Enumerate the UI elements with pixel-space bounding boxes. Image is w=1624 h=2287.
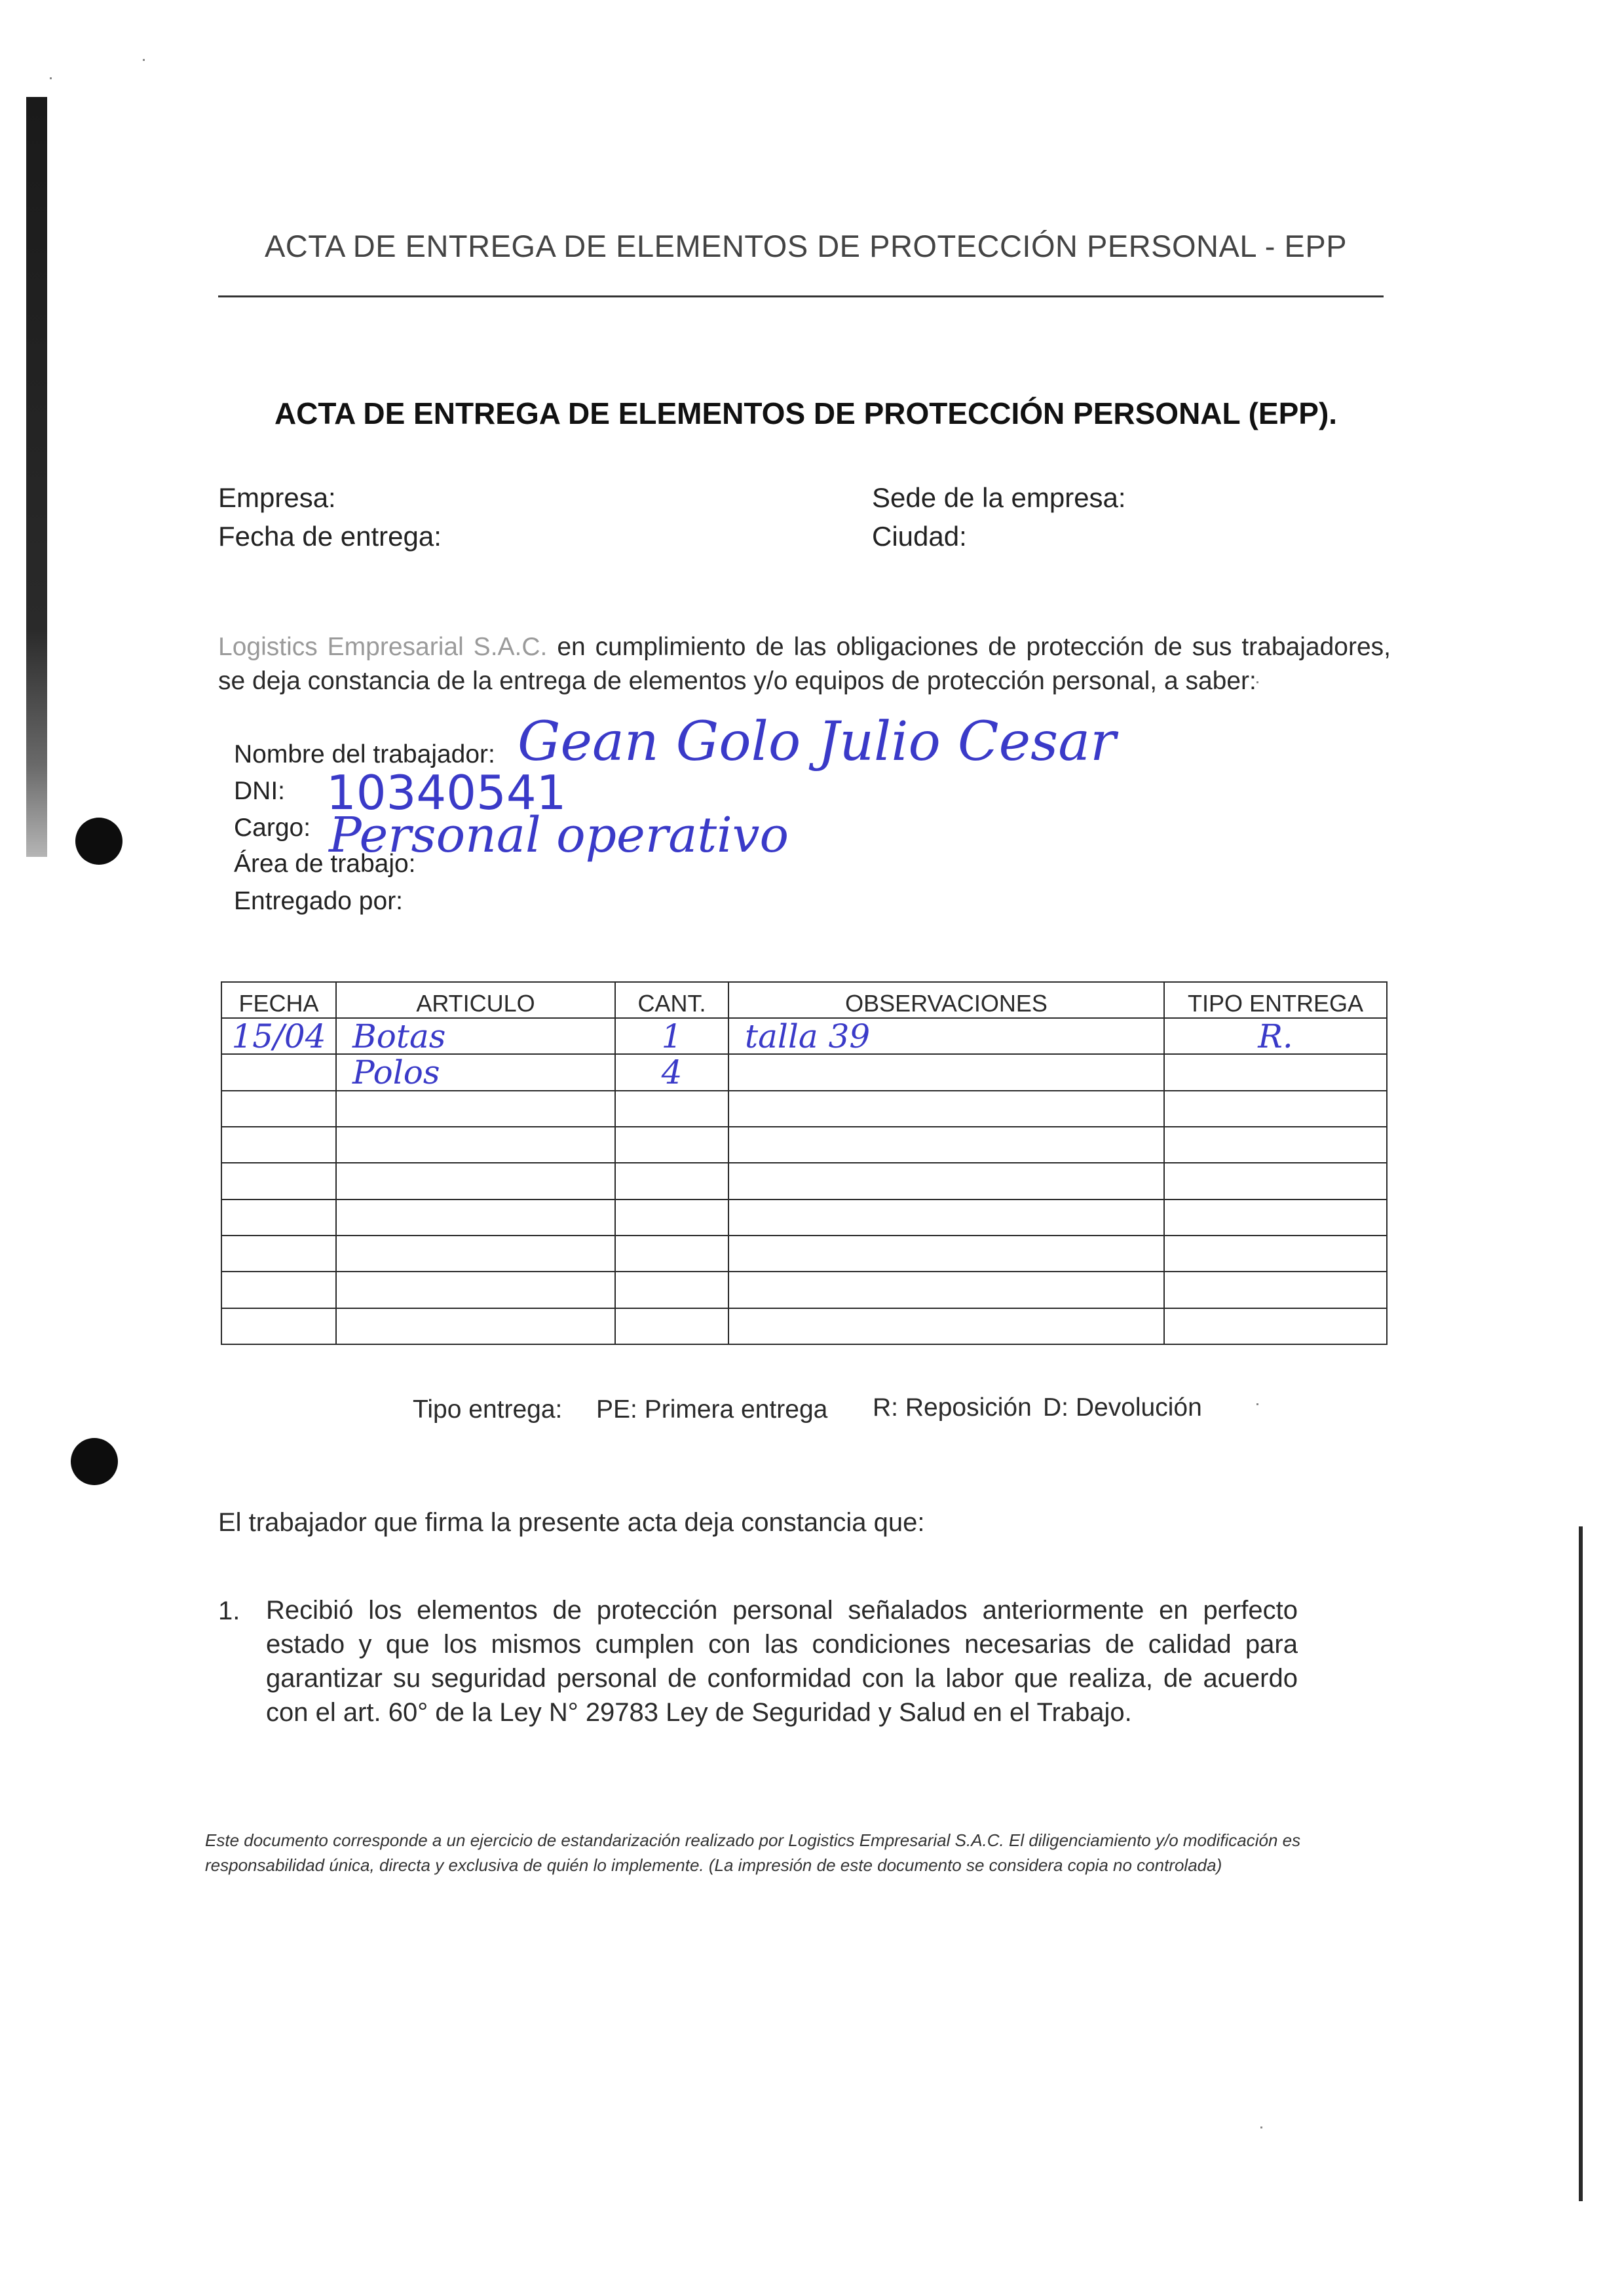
empresa-label: Empresa: — [218, 482, 336, 513]
cell-observaciones — [728, 1091, 1164, 1127]
cell-fecha — [221, 1236, 336, 1272]
nombre-handwritten: Gean Golo Julio Cesar — [518, 711, 1116, 773]
cell-observaciones — [728, 1236, 1164, 1272]
cell-tipo — [1164, 1163, 1387, 1199]
cell-tipo — [1164, 1200, 1387, 1236]
dni-label: DNI: — [234, 777, 285, 805]
item-text: Recibió los elementos de protección personal señalados anteriormente en perfecto estado y que los mismos cumplen con las condiciones necesarias de calidad para garantizar su seguridad personal de conformidad con la labor que realiza, de acuerdo con el art. 60° de la Ley N° 29783 Ley de Seguridad y Salud en el Trabajo. — [266, 1596, 1298, 1727]
cell-fecha: 15/04 — [221, 1018, 336, 1054]
table-row — [221, 1018, 1387, 1054]
cell-observaciones — [728, 1200, 1164, 1236]
cell-tipo — [1164, 1054, 1387, 1090]
legend-pe: PE: Primera entrega — [596, 1395, 828, 1424]
cell-cant — [615, 1091, 728, 1127]
cell-articulo: Botas — [336, 1018, 615, 1054]
scan-speck — [50, 77, 52, 79]
cell-fecha — [221, 1054, 336, 1090]
cell-cant — [615, 1127, 728, 1163]
cell-cant — [615, 1163, 728, 1199]
epp-delivery-table — [221, 981, 1388, 1345]
col-tipo-header: TIPO ENTREGA — [1164, 982, 1387, 1018]
legend-label: Tipo entrega: — [413, 1395, 563, 1424]
cell-observaciones: talla 39 — [728, 1018, 1164, 1054]
col-fecha-header: FECHA — [221, 982, 336, 1018]
area-label: Área de trabajo: — [234, 850, 416, 878]
table-row — [221, 1163, 1387, 1199]
cell-articulo: Polos — [336, 1054, 615, 1090]
scan-edge-shadow-left — [26, 97, 47, 857]
cell-articulo — [336, 1272, 615, 1308]
footer-disclaimer: Este documento corresponde a un ejercicio de estandarización realizado por Logistics Empresarial S.A.C. El diligenciamiento y/o modificación es responsabilidad única, directa y exclusiva de quién lo implemente. (La impresión de este documento se considera copia no controlada) — [205, 1830, 1301, 1875]
cell-fecha — [221, 1127, 336, 1163]
cell-cant — [615, 1272, 728, 1308]
cell-fecha — [221, 1200, 336, 1236]
cell-fecha — [221, 1272, 336, 1308]
col-cant-header: CANT. — [615, 982, 728, 1018]
header-divider — [218, 295, 1384, 297]
cell-articulo — [336, 1236, 615, 1272]
company-name: Logistics Empresarial S.A.C. — [218, 633, 548, 661]
cell-tipo — [1164, 1127, 1387, 1163]
entregado-label: Entregado por: — [234, 887, 404, 915]
table-row — [221, 1308, 1387, 1344]
cell-articulo — [336, 1163, 615, 1199]
cell-cant: 1 — [615, 1018, 728, 1054]
sede-label: Sede de la empresa: — [872, 482, 1126, 513]
table-row — [221, 1091, 1387, 1127]
cell-tipo: R. — [1164, 1018, 1387, 1054]
cell-fecha — [221, 1308, 336, 1344]
punch-hole-top — [75, 818, 123, 865]
cell-cant: 4 — [615, 1054, 728, 1090]
nombre-label: Nombre del trabajador: — [234, 740, 495, 768]
table-row — [221, 1200, 1387, 1236]
scan-speck — [1256, 1403, 1258, 1405]
fecha-entrega-label: Fecha de entrega: — [218, 521, 442, 552]
cell-tipo — [1164, 1091, 1387, 1127]
ciudad-label: Ciudad: — [872, 521, 967, 552]
cell-cant — [615, 1308, 728, 1344]
punch-hole-bottom — [71, 1438, 118, 1485]
cell-articulo — [336, 1308, 615, 1344]
col-observaciones-header: OBSERVACIONES — [728, 982, 1164, 1018]
table-header-row — [221, 982, 1387, 1018]
table-row — [221, 1127, 1387, 1163]
legend-d: D: Devolución — [1043, 1393, 1202, 1422]
cell-tipo — [1164, 1272, 1387, 1308]
scan-speck — [1260, 2126, 1262, 2128]
header-title: ACTA DE ENTREGA DE ELEMENTOS DE PROTECCIÓN PERSONAL - EPP — [264, 229, 1348, 263]
worker-statement: El trabajador que firma la presente acta deja constancia que: — [218, 1508, 925, 1537]
col-articulo-header: ARTICULO — [336, 982, 615, 1018]
cargo-handwritten: Personal operativo — [329, 807, 789, 863]
cell-cant — [615, 1236, 728, 1272]
legend-r: R: Reposición — [873, 1393, 1032, 1422]
cell-observaciones — [728, 1272, 1164, 1308]
intro-paragraph — [218, 630, 1391, 698]
intro-text: en cumplimiento de las obligaciones de protección de sus trabajadores, se deja constancia de la entrega de elementos y/o equipos de protección personal, a saber: — [218, 633, 1391, 695]
cell-fecha — [221, 1163, 336, 1199]
dni-handwritten: 10340541 — [326, 765, 567, 820]
cell-articulo — [336, 1091, 615, 1127]
cargo-label: Cargo: — [234, 814, 311, 842]
table-row — [221, 1236, 1387, 1272]
cell-observaciones — [728, 1054, 1164, 1090]
scan-speck — [143, 59, 145, 61]
cell-fecha — [221, 1091, 336, 1127]
cell-observaciones — [728, 1308, 1164, 1344]
cell-articulo — [336, 1200, 615, 1236]
document-title: ACTA DE ENTREGA DE ELEMENTOS DE PROTECCIÓN PERSONAL (EPP). — [274, 396, 1338, 430]
cell-tipo — [1164, 1308, 1387, 1344]
cell-cant — [615, 1200, 728, 1236]
table-row — [221, 1054, 1387, 1090]
cell-articulo — [336, 1127, 615, 1163]
item-number: 1. — [218, 1597, 240, 1625]
cell-observaciones — [728, 1127, 1164, 1163]
cell-observaciones — [728, 1163, 1164, 1199]
scan-edge-shadow-right — [1579, 1526, 1583, 2201]
table-row — [221, 1272, 1387, 1308]
cell-tipo — [1164, 1236, 1387, 1272]
